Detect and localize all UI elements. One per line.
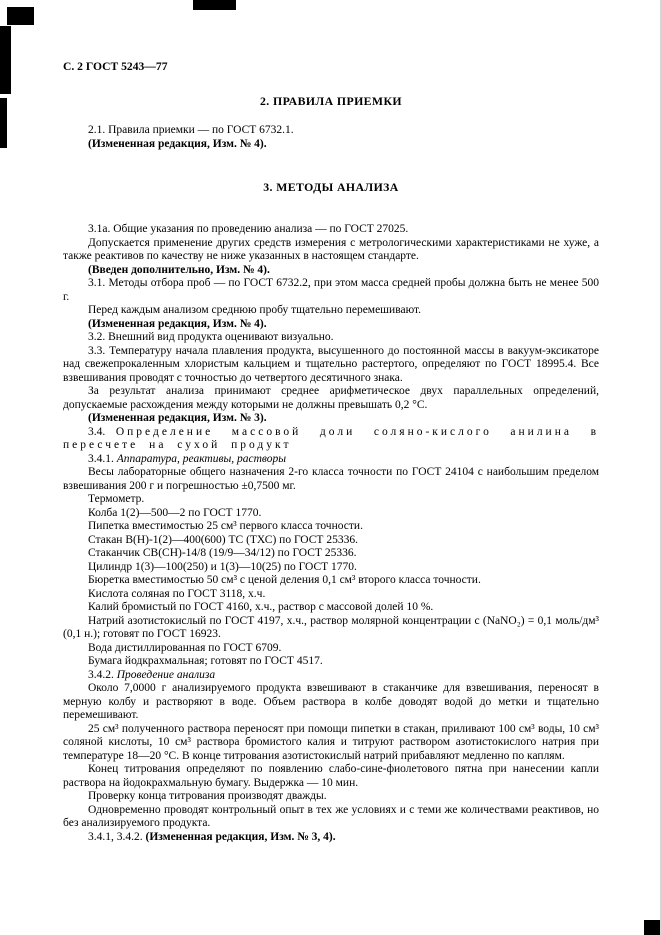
apparatus-item: Бюретка вместимостью 50 см³ с ценой деления 0,1 см³ второго класса точности.	[88, 574, 481, 586]
procedure-para: Конец титрования определяют по появлению слабо-сине-фиолетового пятна при нанесении капли раствора на йодокрахмальную бумагу. Выдержка — 10 мин.	[63, 763, 599, 789]
note-izmenennaya-2-1: (Измененная редакция, Изм. № 4).	[88, 137, 267, 150]
procedure-para: Около 7,0000 г анализируемого продукта взвешивают в стаканчике для взвешивания, переносят в мерную колбу и растворяют в воде. Объем раствора в колбе доводят водой до метки и тщательно перемешивают.	[63, 682, 599, 721]
note-izm-4: (Измененная редакция, Изм. № 4).	[88, 317, 267, 330]
clause-number: 3.4.2.	[88, 668, 114, 681]
clause-number: 3.4.1, 3.4.2.	[88, 830, 143, 843]
apparatus-item: Натрий азотистокислый по ГОСТ 4197, х.ч., раствор молярной концентрации с (NaNO₂) = 0,1 моль/дм³ (0,1 н.); готовят по ГОСТ 16923.	[63, 614, 599, 640]
section-2-title: 2. ПРАВИЛА ПРИЕМКИ	[260, 94, 402, 108]
clause-title: Определение массовой доли соляно-кислого анилина в пересчете на сухой продукт	[63, 425, 599, 451]
apparatus-item: Весы лабораторные общего назначения 2-го класса точности по ГОСТ 24104 с наибольшим пределом взвешивания 200 г и погрешностью ±0,7500 мг.	[63, 466, 599, 492]
procedure-para: 25 см³ полученного раствора переносят при помощи пипетки в стакан, приливают 100 см³ воды, 10 см³ соляной кислоты, 10 см³ раствора бромистого калия и титруют раствором азотистокислого натрия при температуре 18—20 °С. В конце титрования азотистокислый натрий прибавляют медленно по каплям.	[63, 722, 599, 762]
apparatus-item: Кислота соляная по ГОСТ 3118, х.ч.	[88, 587, 266, 600]
paragraph-peremeshivanie: Перед каждым анализом среднюю пробу тщательно перемешивают.	[88, 304, 422, 316]
clause-title: Проведение анализа	[116, 668, 216, 681]
procedure-para: Проверку конца титрования производят дважды.	[88, 790, 327, 802]
paragraph-3-1: 3.1. Методы отбора проб — по ГОСТ 6732.2, при этом масса средней пробы должна быть не менее 500 г.	[63, 277, 599, 303]
scan-artifact	[644, 920, 661, 936]
apparatus-item: Стаканчик СВ(СН)-14/8 (19/9—34/12) по ГОСТ 25336.	[88, 547, 357, 559]
heading-3-4-1	[63, 453, 599, 467]
paragraph-dopusk: Допускается применение других средств измерения с метрологическими характеристиками не хуже, а также реактивов по качеству не ниже указанных в настоящем стандарте.	[63, 236, 599, 262]
clause-title: Аппаратура, реактивы, растворы	[116, 452, 287, 465]
procedure-para: Одновременно проводят контрольный опыт в тех же условиях и с теми же количествами реактивов, но без анализируемого продукта.	[63, 803, 599, 829]
scan-artifact	[7, 7, 34, 25]
paragraph-final	[63, 831, 599, 845]
scan-artifact	[0, 98, 7, 148]
page-header: С. 2 ГОСТ 5243—77	[63, 60, 168, 73]
apparatus-item: Калий бромистый по ГОСТ 4160, х.ч., раствор с массовой долей 10 %.	[88, 601, 434, 613]
note-izm-3: (Измененная редакция, Изм. № 3).	[88, 412, 267, 424]
note-izm-3-4: (Измененная редакция, Изм. № 3, 4).	[145, 830, 336, 843]
apparatus-item: Вода дистиллированная по ГОСТ 6709.	[88, 641, 282, 654]
apparatus-item: Колба 1(2)—500—2 по ГОСТ 1770.	[88, 506, 262, 519]
apparatus-item: Термометр.	[88, 493, 145, 505]
heading-3-4	[63, 426, 599, 453]
note-vveden: (Введен дополнительно, Изм. № 4).	[88, 263, 270, 276]
paragraph-rezultat: За результат анализа принимают среднее арифметическое двух параллельных определений, допускаемые расхождения между которыми не должны превышать 0,2 °С.	[63, 385, 599, 411]
paragraph-3-2: 3.2. Внешний вид продукта оценивают визуально.	[88, 331, 334, 343]
section-3-title: 3. МЕТОДЫ АНАЛИЗА	[263, 180, 399, 194]
apparatus-item: Цилиндр 1(3)—100(250) и 1(3)—10(25) по ГОСТ 1770.	[88, 560, 357, 573]
paragraph-3-3: 3.3. Температуру начала плавления продукта, высушенного до постоянной массы в вакуум-эксикаторе над свежепрокаленным хлористым кальцием и тщательно растертого, определяют по ГОСТ 18995.4. Все взвешивания проводят с точностью до четвертого десятичного знака.	[63, 344, 599, 384]
apparatus-item: Стакан В(Н)-1(2)—400(600) ТС (ТХС) по ГОСТ 25336.	[88, 533, 358, 546]
apparatus-item: Пипетка вместимостью 25 см³ первого класса точности.	[88, 520, 363, 532]
heading-3-4-2	[63, 669, 599, 683]
clause-number: 3.4.	[88, 425, 106, 438]
paragraph-2-1: 2.1. Правила приемки — по ГОСТ 6732.1.	[88, 124, 294, 136]
paragraph-3-1a: 3.1а. Общие указания по проведению анализа — по ГОСТ 27025.	[88, 223, 409, 235]
scan-artifact	[0, 26, 11, 94]
page-content	[63, 60, 599, 844]
scan-artifact	[193, 0, 236, 10]
apparatus-item: Бумага йодкрахмальная; готовят по ГОСТ 4517.	[88, 655, 323, 667]
clause-number: 3.4.1.	[88, 452, 114, 465]
